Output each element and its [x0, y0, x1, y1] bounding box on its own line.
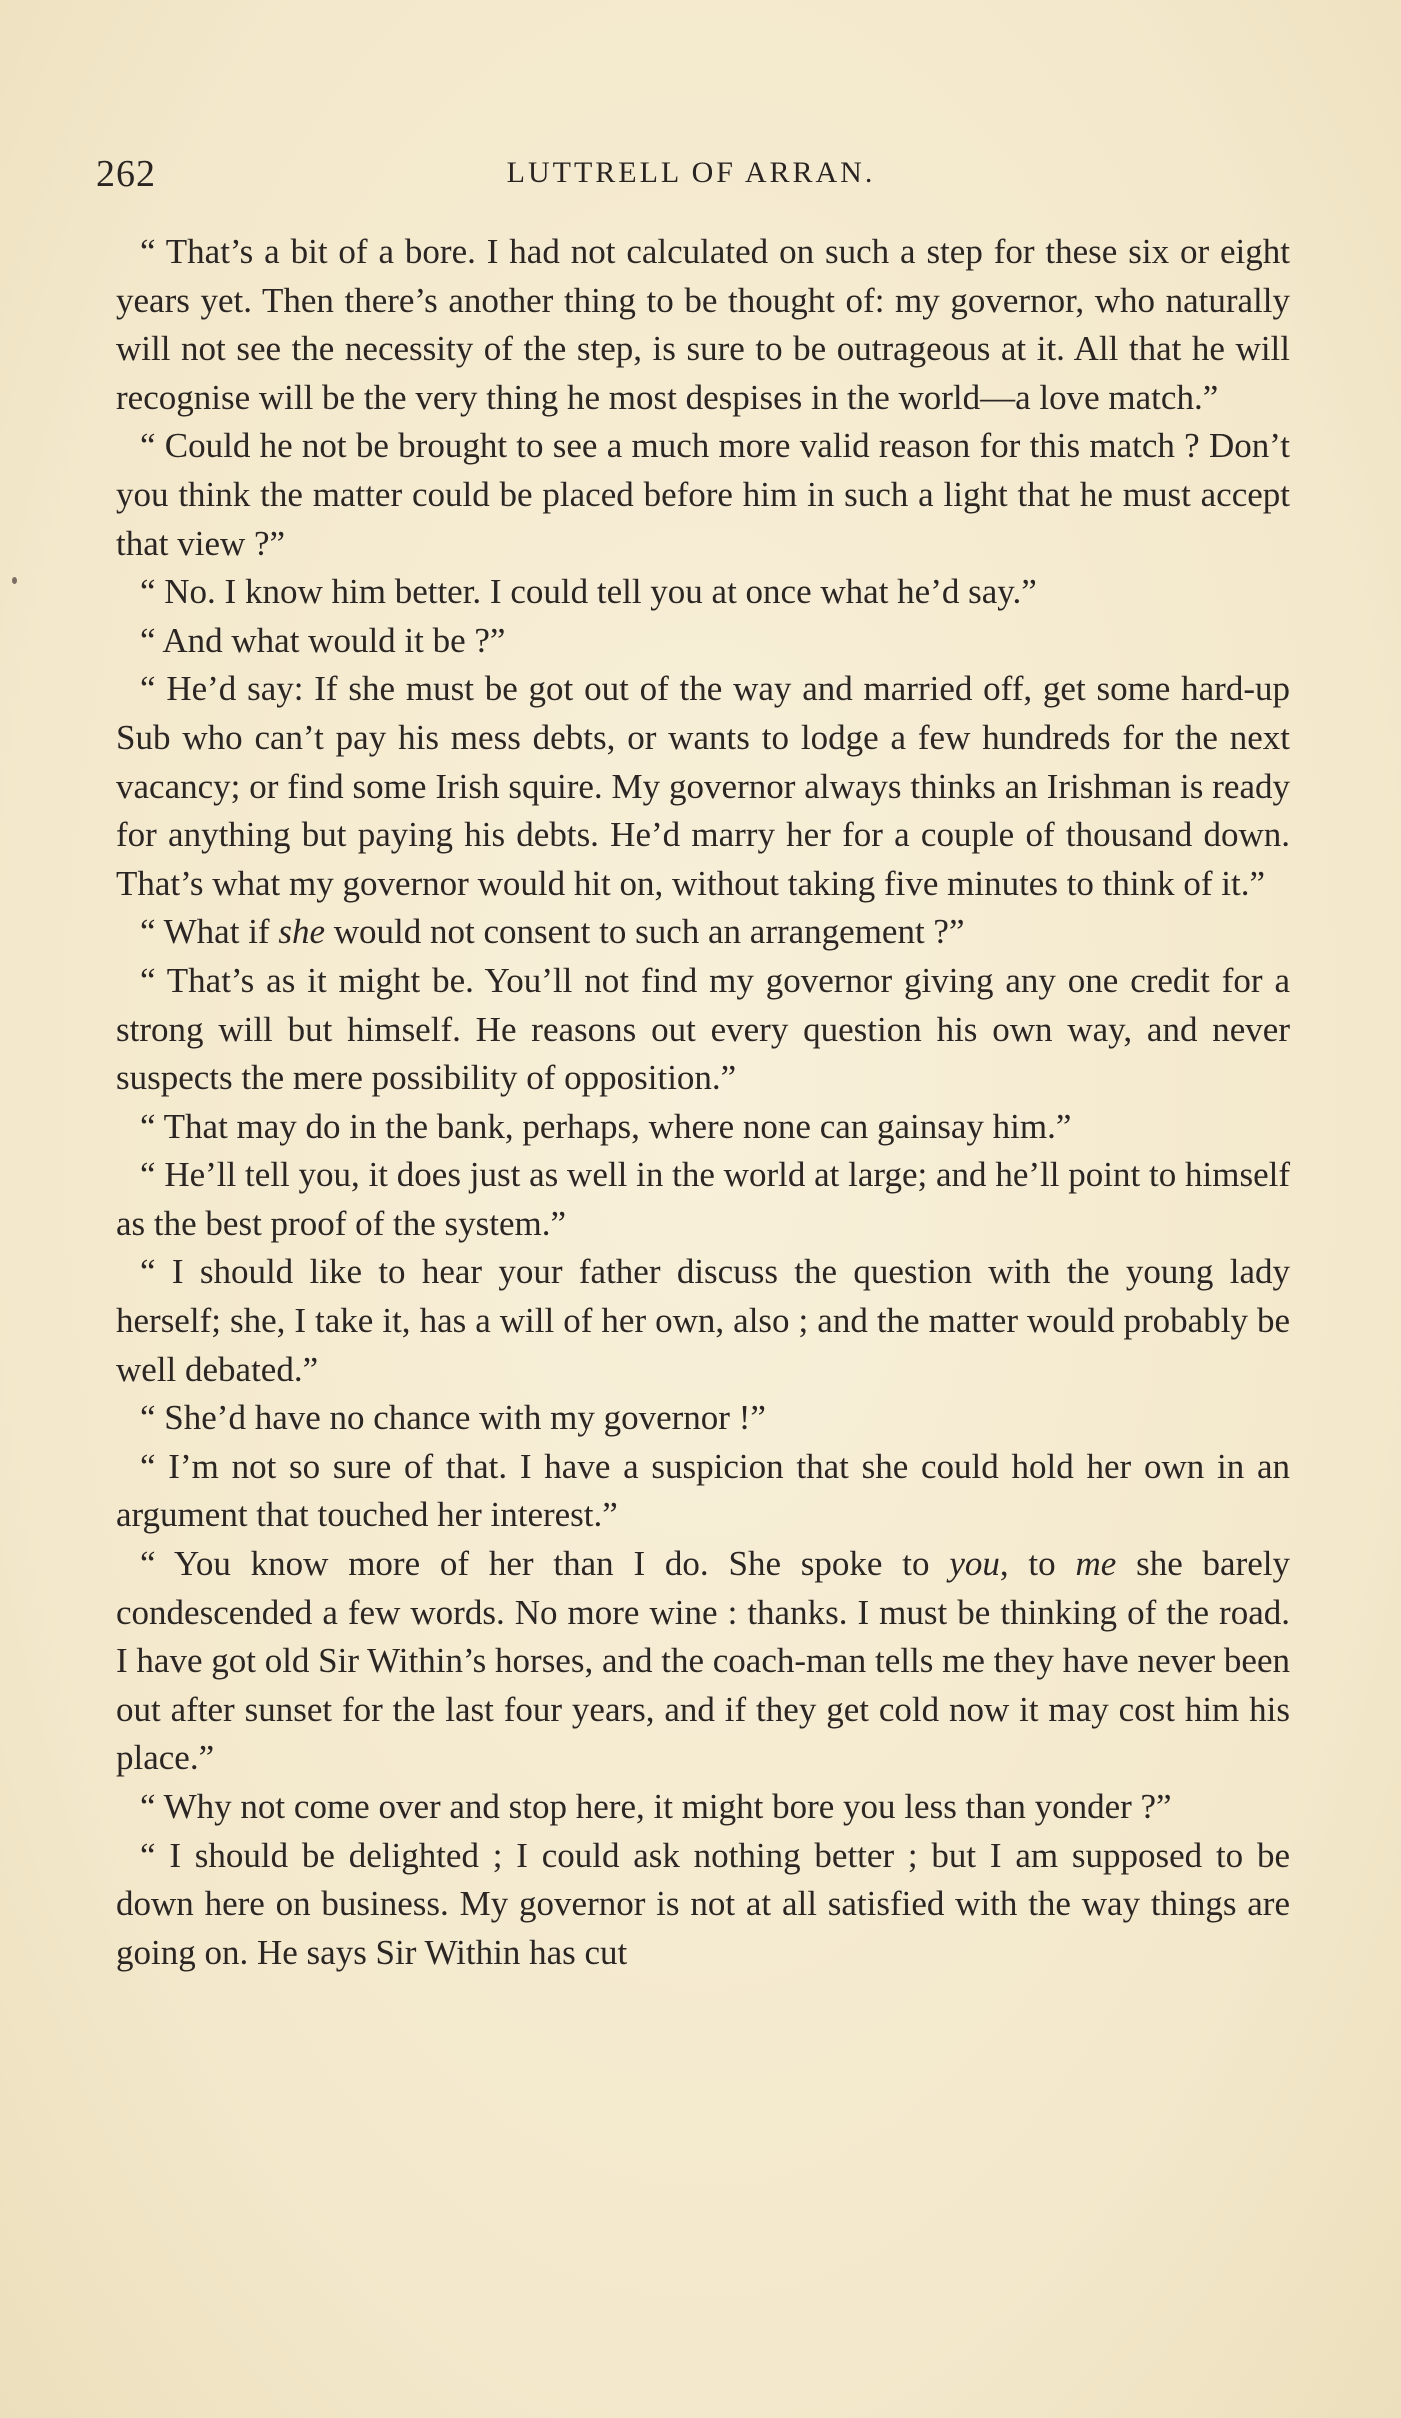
running-head: LUTTRELL OF ARRAN.	[506, 156, 876, 189]
page-header	[96, 152, 1286, 212]
paragraph	[116, 908, 1290, 957]
italic-text: you	[949, 1544, 1000, 1584]
italic-text: she	[278, 912, 325, 952]
page-number: 262	[96, 153, 156, 195]
paragraph: “ She’d have no chance with my governor !”	[140, 1398, 766, 1438]
text-run: “ What if	[140, 912, 279, 952]
paragraph: “ That may do in the bank, perhaps, where none can gainsay him.”	[140, 1106, 1072, 1146]
paragraph: “ Could he not be brought to see a much more valid reason for this match ? Don’t you think the matter could be placed before him in such a light that he must accept that view ?”	[116, 426, 1290, 563]
paragraph	[116, 1540, 1290, 1783]
text-run: would not consent to such an arrangement ?”	[324, 912, 965, 952]
text-run: she barely condescended a few words. No more wine : thanks. I must be thinking of the road. I have got old Sir Within’s horses, and the coach-man tells me they have never been out after sunset for the last four years, and if they get cold now it may cost him his place.”	[116, 1544, 1290, 1778]
paragraph: “ I’m not so sure of that. I have a suspicion that she could hold her own in an argument that touched her interest.”	[116, 1446, 1290, 1535]
paragraph: “ That’s as it might be. You’ll not find my governor giving any one credit for a strong will but himself. He reasons out every question his own way, and never suspects the mere possibility of opposition.”	[116, 960, 1290, 1098]
paragraph: “ That’s a bit of a bore. I had not calculated on such a step for these six or eight years yet. Then there’s another thing to be thought of: my governor, who naturally will not see the necessity of the step, is sure to be outrageous at it. All that he will recognise will be the very thing he most despises in the world—a love match.”	[116, 232, 1290, 417]
text-run: , to	[999, 1544, 1076, 1584]
paragraph: “ I should like to hear your father discuss the question with the young lady herself; she, I take it, has a will of her own, also ; and the matter would probably be well debated.”	[116, 1252, 1290, 1389]
margin-speck	[12, 577, 17, 584]
paragraph: “ No. I know him better. I could tell you at once what he’d say.”	[140, 572, 1037, 612]
text-run: “ You know more of her than I do. She spoke to	[140, 1544, 950, 1584]
paragraph: “ And what would it be ?”	[140, 620, 506, 660]
paragraph: “ He’d say: If she must be got out of the way and married off, get some hard-up Sub who can’t pay his mess debts, or wants to lodge a few hundreds for the next vacancy; or find some Irish squire. My governor always thinks an Irishman is ready for anything but paying his debts. He’d marry her for a couple of thousand down. That’s what my governor would hit on, without taking five minutes to think of it.”	[116, 669, 1290, 903]
body-text	[116, 228, 1290, 1977]
paragraph: “ Why not come over and stop here, it might bore you less than yonder ?”	[140, 1787, 1172, 1826]
paragraph: “ I should be delighted ; I could ask nothing better ; but I am supposed to be down here on business. My governor is not at all satisfied with the way things are going on. He says Sir Within has cut	[116, 1835, 1290, 1972]
italic-text: me	[1075, 1544, 1117, 1584]
paragraph: “ He’ll tell you, it does just as well in the world at large; and he’ll point to himself as the best proof of the system.”	[116, 1155, 1290, 1243]
